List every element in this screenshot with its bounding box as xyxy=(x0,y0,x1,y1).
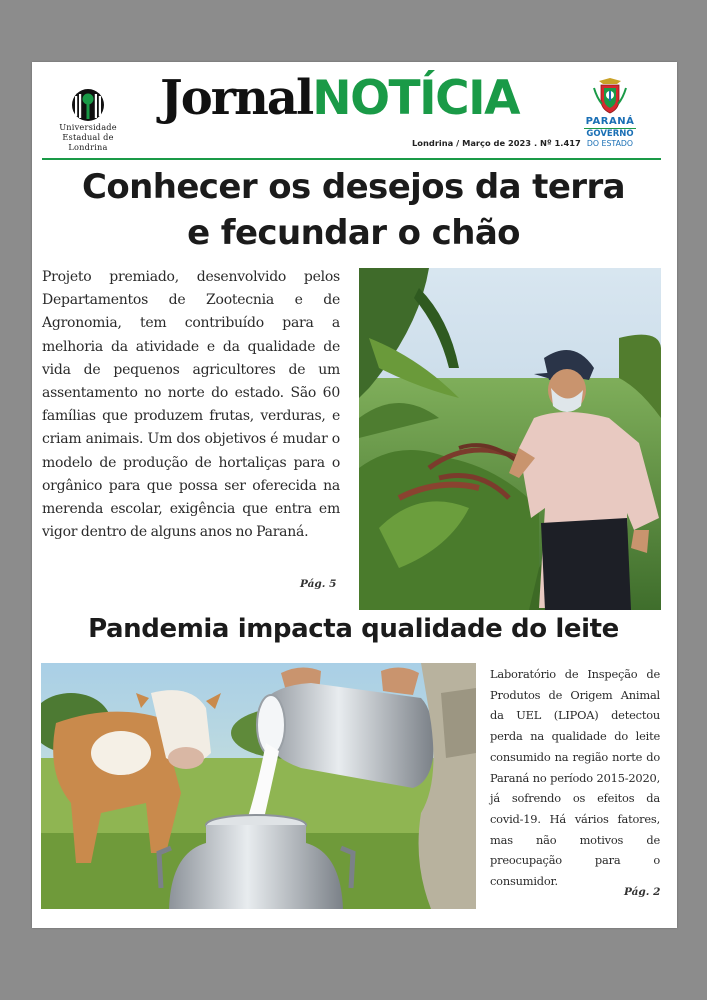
newspaper-masthead xyxy=(160,70,560,140)
story1-headline-line1: Conhecer os desejos da terra xyxy=(82,167,625,207)
story1-lead-text: Projeto premiado, desenvolvido pelos Departamentos de Zootecnia e de Agronomia, tem contribuído para a melhoria da atividade e da qualidade de vida de pequenos agricultores de um assentamento no norte do estado. São 60 famílias que produzem frutas, verduras, e criam animais. Um dos objetivos é mudar o modelo de produção de hortaliças para o orgânico para que possa ser oferecida na merenda escolar, exigência que entra em vigor dentro de alguns anos no Paraná. xyxy=(42,269,340,541)
masthead-title-noticia: NOTÍCIA xyxy=(312,71,519,126)
state-label: DO ESTADO xyxy=(586,139,634,148)
story1-headline xyxy=(42,164,665,256)
university-name-line1: Universidade xyxy=(59,122,117,132)
university-name-line2: Estadual de Londrina xyxy=(62,132,114,152)
masthead-rule xyxy=(42,158,661,160)
newspaper-page xyxy=(32,62,677,928)
story2-headline: Pandemia impacta qualidade do leite xyxy=(88,614,619,644)
story1-page-reference[interactable]: Pág. 5 xyxy=(300,578,337,590)
government-label: GOVERNO xyxy=(586,129,634,139)
story1-headline-line2: e fecundar o chão xyxy=(187,213,520,253)
state-name: PARANÁ xyxy=(585,116,635,127)
milk-pouring-photo xyxy=(41,663,476,909)
uel-emblem-icon xyxy=(69,88,107,122)
farmer-photo xyxy=(359,268,661,610)
uel-logo xyxy=(42,88,134,152)
masthead-title-jornal: Jornal xyxy=(160,70,313,126)
story2-page-reference[interactable]: Pág. 2 xyxy=(624,886,661,898)
edition-info: Londrina / Março de 2023 . Nº 1.417 xyxy=(412,138,581,148)
parana-government-logo xyxy=(576,78,644,148)
parana-coat-of-arms-icon xyxy=(593,78,627,114)
story2-lead-text: Laboratório de Inspeção de Produtos de Origem Animal da UEL (LIPOA) detectou perda na qualidade do leite consumido na região norte do Paraná no período 2015-2020, já sofrendo os efeitos da covid-19. Há vários fatores, mas não motivos de preocupação para o consumidor. xyxy=(490,667,660,889)
